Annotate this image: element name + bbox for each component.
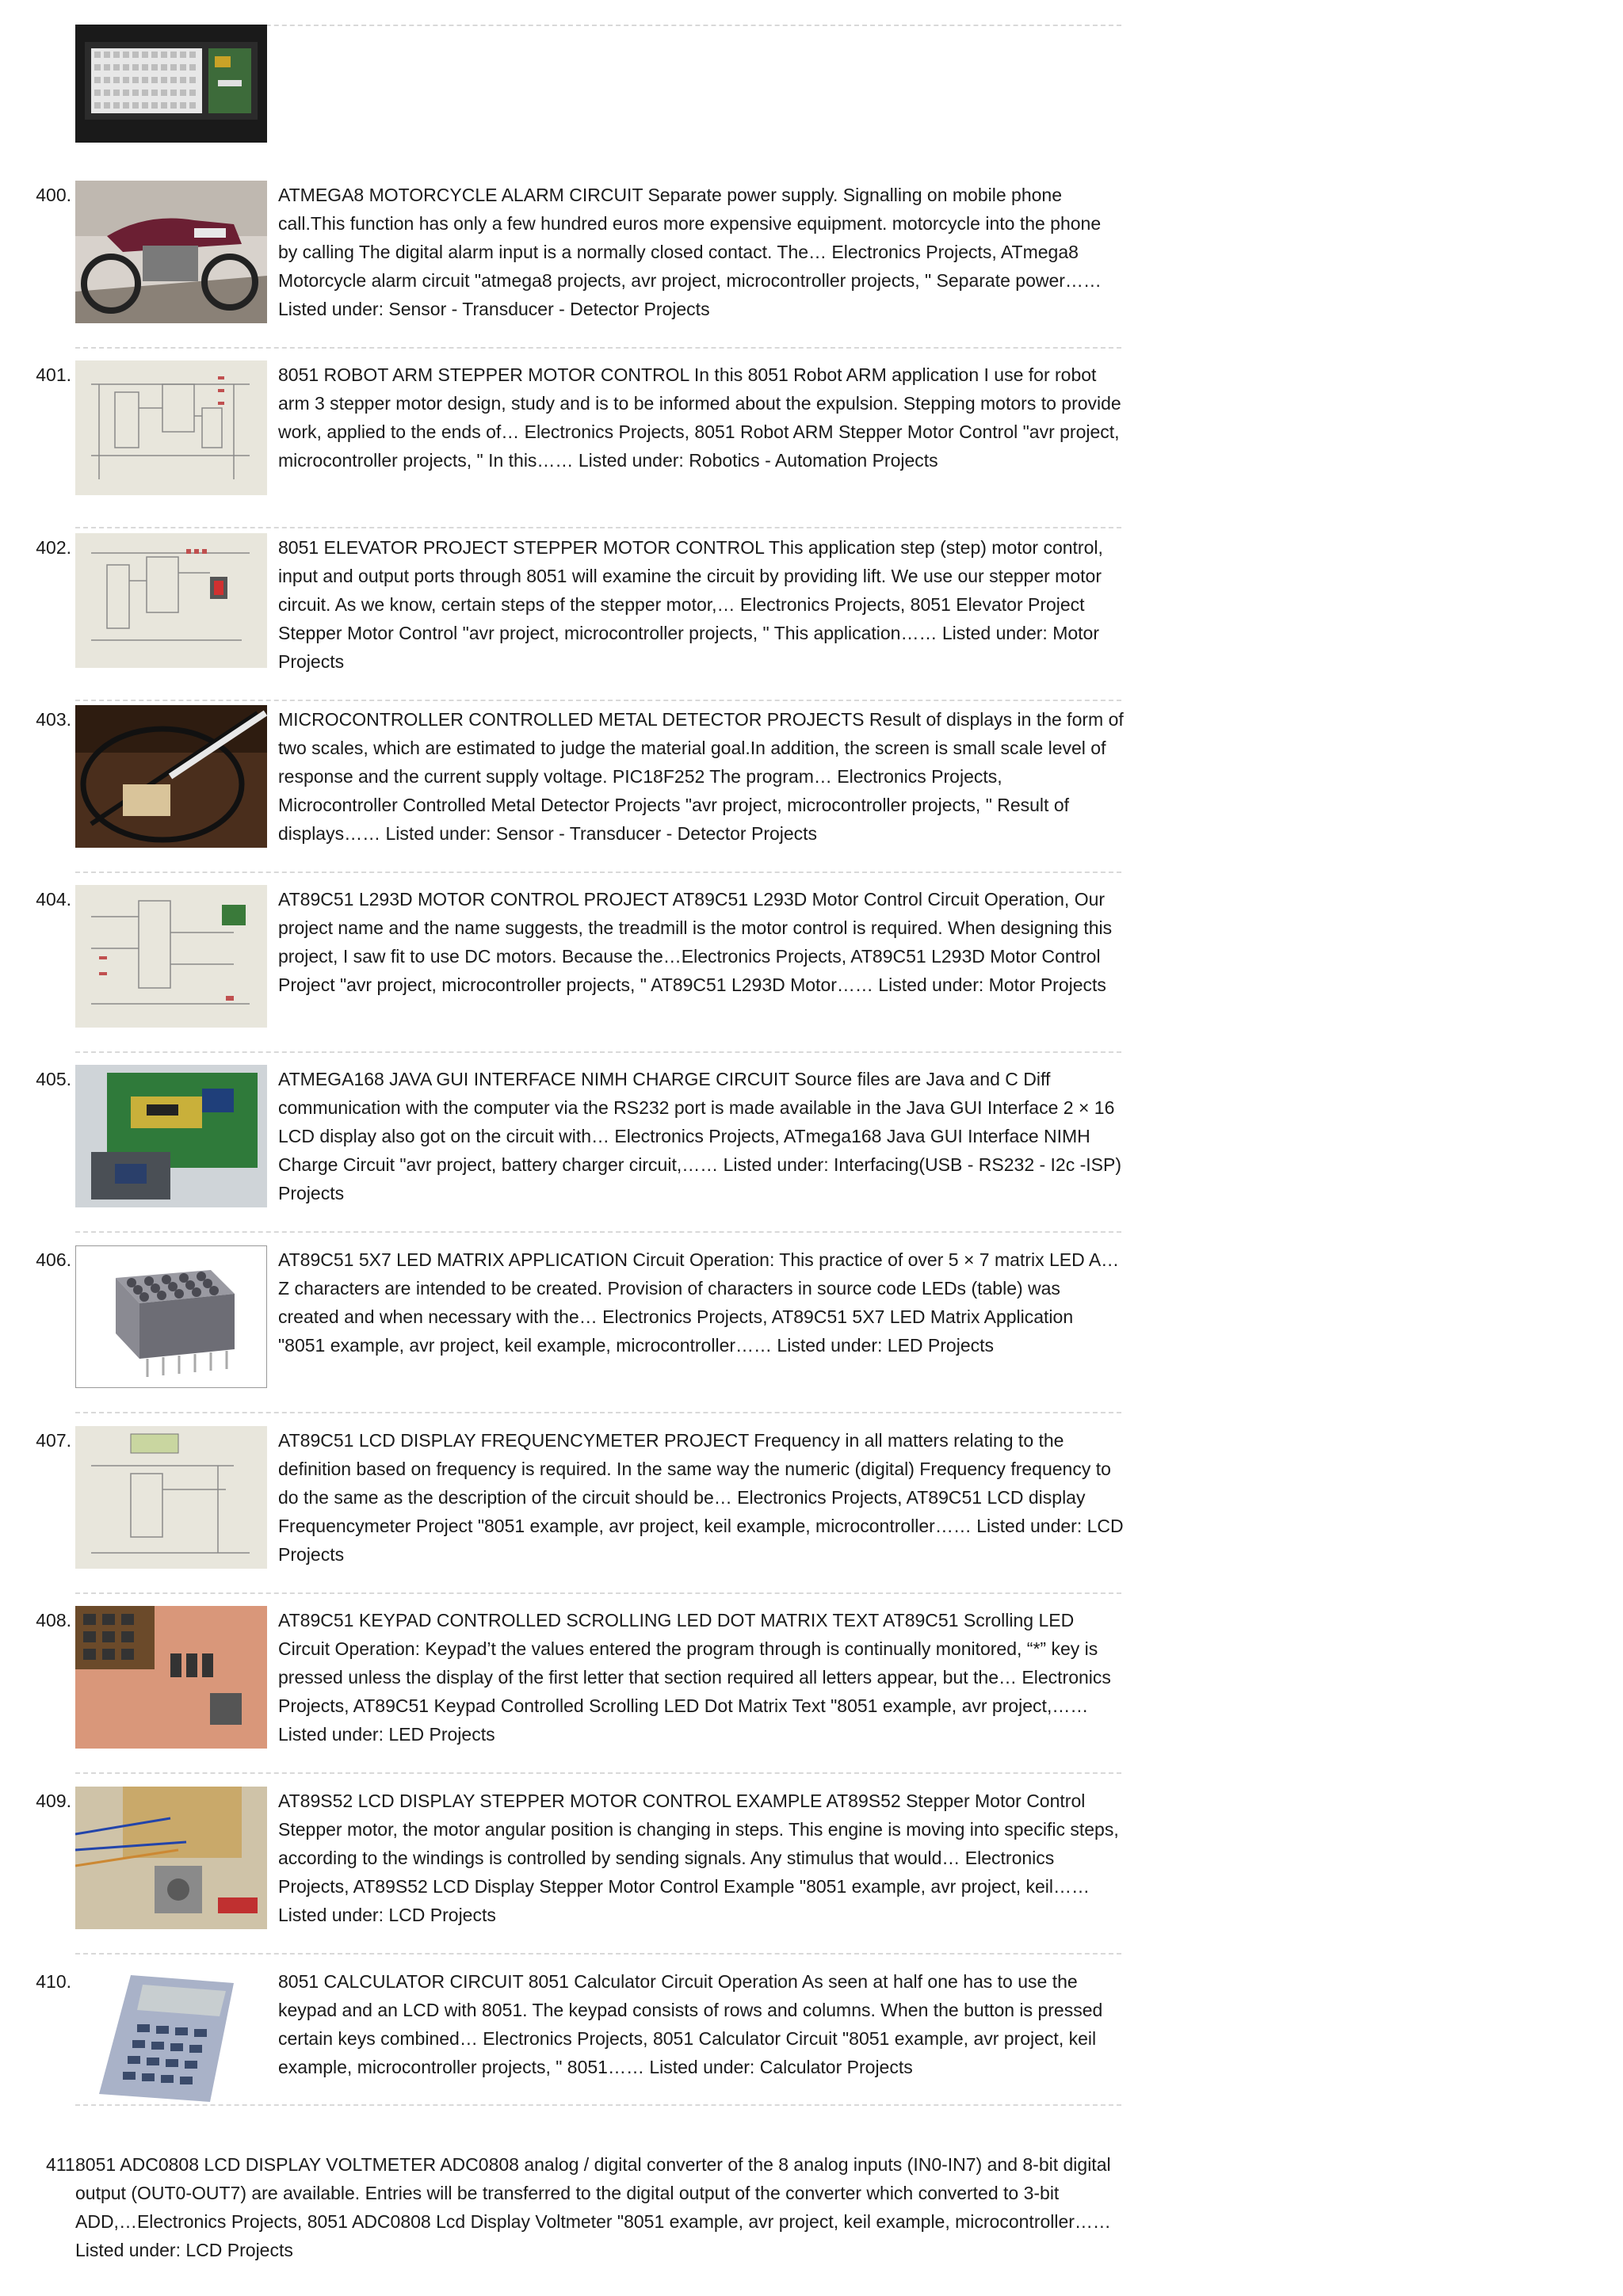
divider: [75, 1592, 1121, 1594]
item-number: 409.: [36, 1791, 71, 1811]
divider: [75, 1231, 1121, 1233]
item-number: 405.: [36, 1069, 71, 1089]
schematic-thumbnail[interactable]: [75, 533, 267, 668]
circuit-board-photo-icon: [75, 1065, 267, 1207]
item-number: 408.: [36, 1610, 71, 1630]
item-description: ATMEGA8 MOTORCYCLE ALARM CIRCUIT Separate power supply. Signalling on mobile phone call.This function has only a few hundred euros more expensive equipment. motorcycle into the phone by calling The digital alarm input is a normally closed contact. The… Electronics Projects, ATmega8 Motorcycle alarm circuit "atmega8 projects, avr project, microcontroller projects, " Separate power…… Listed under: Sensor - Transducer - Detector Projects: [278, 185, 1102, 319]
schematic-thumbnail[interactable]: [75, 1426, 267, 1569]
item-number: 411.: [46, 2154, 81, 2175]
divider: [75, 347, 1121, 349]
divider: [75, 1051, 1121, 1053]
item-number: 403.: [36, 709, 71, 730]
motorcycle-thumbnail[interactable]: [75, 181, 267, 323]
stepper-motor-thumbnail[interactable]: [75, 1787, 267, 1929]
item-description: 8051 ELEVATOR PROJECT STEPPER MOTOR CONTROL This application step (step) motor control, input and output ports through 8051 will examine the circuit by providing lift. We use our stepper motor circuit. As we know, certain steps of the stepper motor,… Electronics Projects, 8051 Elevator Project Stepper Motor Control "avr project, microcontroller projects, " This application…… Listed under: Motor Projects: [278, 537, 1103, 672]
item-number: 407.: [36, 1430, 71, 1451]
item-description: MICROCONTROLLER CONTROLLED METAL DETECTOR PROJECTS Result of displays in the form of two scales, which are estimated to judge the material goal.In addition, the screen is small scale level of response and the current supply voltage. PIC18F252 The program… Electronics Projects, Microcontroller Controlled Metal Detector Projects "avr project, microcontroller projects, " Result of displays…… Listed under: Sensor - Transducer - Detector Projects: [278, 709, 1124, 844]
schematic-icon: [75, 1426, 267, 1569]
divider: [75, 527, 1121, 528]
keypad-board-thumbnail[interactable]: [75, 1606, 267, 1749]
circuit-board-thumbnail[interactable]: [75, 1065, 267, 1207]
led-matrix-thumbnail[interactable]: [75, 1245, 267, 1388]
led-board-thumbnail[interactable]: [75, 25, 267, 143]
item-number: 400.: [36, 185, 71, 205]
divider: [75, 1412, 1121, 1413]
divider: [75, 700, 1121, 701]
calculator-photo-icon: [75, 1967, 267, 2110]
item-number: 410.: [36, 1971, 71, 1992]
divider: [75, 1953, 1121, 1955]
motorcycle-photo-icon: [75, 181, 267, 323]
item-description: AT89C51 LCD DISPLAY FREQUENCYMETER PROJECT Frequency in all matters relating to the definition based on frequency is required. In the same way the numeric (digital) Frequency frequency to do the same as the description of the circuit should be… Electronics Projects, AT89C51 LCD display Frequencymeter Project "8051 example, avr project, keil example, microcontroller…… Listed under: LCD Projects: [278, 1430, 1124, 1565]
item-description: AT89C51 L293D MOTOR CONTROL PROJECT AT89C51 L293D Motor Control Circuit Operation, Our project name and the name suggests, the treadmill is the motor control is required. When designing this project, I saw fit to use DC motors. Because the…Electronics Projects, AT89C51 L293D Motor Control Project "avr project, microcontroller projects, " AT89C51 L293D Motor…… Listed under: Motor Projects: [278, 889, 1113, 995]
item-description: 8051 ADC0808 LCD DISPLAY VOLTMETER ADC0808 analog / digital converter of the 8 analog inputs (IN0-IN7) and 8-bit digital output (OUT0-OUT7) are available. Entries will be transferred to the digital output of the converter which converted to 3-bit ADD,…Electronics Projects, 8051 ADC0808 Lcd Display Voltmeter "8051 example, avr project, keil example, microcontroller…… Listed under: LCD Projects: [75, 2154, 1111, 2260]
metal-detector-thumbnail[interactable]: [75, 705, 267, 848]
stepper-motor-photo-icon: [75, 1787, 267, 1929]
schematic-icon: [75, 885, 267, 1028]
item-number: 402.: [36, 537, 71, 558]
schematic-icon: [75, 533, 267, 668]
divider: [75, 1772, 1121, 1774]
item-description: AT89C51 5X7 LED MATRIX APPLICATION Circuit Operation: This practice of over 5 × 7 matrix LED A… Z characters are intended to be created. Provision of characters in source code LEDs (table) was created and when necessary with the… Electronics Projects, AT89C51 5X7 LED Matrix Application "8051 example, avr project, keil example, microcontroller…… Listed under: LED Projects: [278, 1249, 1120, 1356]
led-board-icon: [75, 25, 267, 143]
item-description: 8051 CALCULATOR CIRCUIT 8051 Calculator Circuit Operation As seen at half one has to use the keypad and an LCD with 8051. The keypad consists of rows and columns. When the button is pressed certain keys combined… Electronics Projects, 8051 Calculator Circuit "8051 example, avr project, keil example, microcontroller projects, " 8051…… Listed under: Calculator Projects: [278, 1971, 1103, 2077]
keypad-board-photo-icon: [75, 1606, 267, 1749]
schematic-thumbnail[interactable]: [75, 360, 267, 495]
item-number: 406.: [36, 1249, 71, 1270]
item-number: 404.: [36, 889, 71, 910]
metal-detector-photo-icon: [75, 705, 267, 848]
schematic-thumbnail[interactable]: [75, 885, 267, 1028]
divider: [75, 2104, 1121, 2106]
item-number: 401.: [36, 364, 71, 385]
schematic-icon: [75, 360, 267, 495]
item-description: AT89S52 LCD DISPLAY STEPPER MOTOR CONTROL EXAMPLE AT89S52 Stepper Motor Control Stepper motor, the motor angular position is changing in steps. This engine is moving into specific steps, according to the windings is controlled by sending signals. Any stimulus that would… Electronics Projects, AT89S52 LCD Display Stepper Motor Control Example "8051 example, avr project, keil…… Listed under: LCD Projects: [278, 1791, 1119, 1925]
divider: [75, 871, 1121, 873]
item-description: ATMEGA168 JAVA GUI INTERFACE NIMH CHARGE CIRCUIT Source files are Java and C Diff communication with the computer via the RS232 port is made available in the Java GUI Interface 2 × 16 LCD display also got on the circuit with… Electronics Projects, ATmega168 Java GUI Interface NIMH Charge Circuit "avr project, battery charger circuit,…… Listed under: Interfacing(USB - RS232 - I2c -ISP) Projects: [278, 1069, 1122, 1203]
led-matrix-icon: [76, 1246, 266, 1387]
item-description: AT89C51 KEYPAD CONTROLLED SCROLLING LED DOT MATRIX TEXT AT89C51 Scrolling LED Circuit Operation: Keypad’t the values entered the program through is continually monitored, “*” key is pressed unless the display of the first letter that section required all letters appear, but the… Electronics Projects, AT89C51 Keypad Controlled Scrolling LED Dot Matrix Text "8051 example, avr project,…… Listed under: LED Projects: [278, 1610, 1111, 1745]
calculator-thumbnail[interactable]: [75, 1967, 267, 2110]
item-description: 8051 ROBOT ARM STEPPER MOTOR CONTROL In this 8051 Robot ARM application I use for robot arm 3 stepper motor design, study and is to be informed about the expulsion. Stepping motors to provide work, applied to the ends of… Electronics Projects, 8051 Robot ARM Stepper Motor Control "avr project, microcontroller projects, " In this…… Listed under: Robotics - Automation Projects: [278, 364, 1121, 471]
